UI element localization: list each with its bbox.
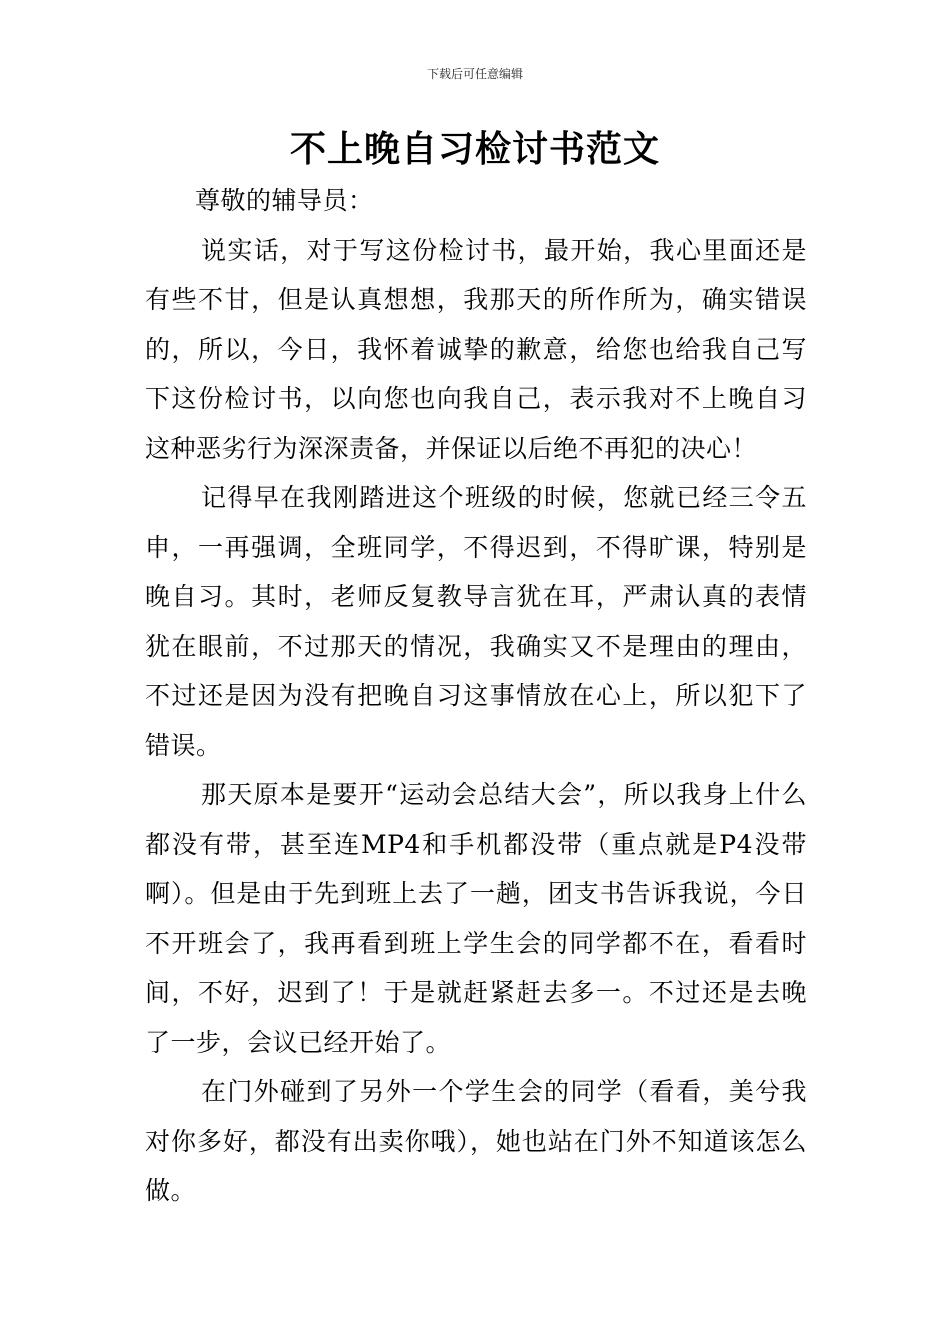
paragraph-4: 在门外碰到了另外一个学生会的同学（看看，美兮我对你多好，都没有出卖你哦），她也站在门外不知道该怎么做。 <box>145 1077 807 1205</box>
salutation: 尊敬的辅导员： <box>195 186 374 215</box>
paragraph-1: 说实话，对于写这份检讨书，最开始，我心里面还是有些不甘，但是认真想想，我那天的所作所为，确实错误的，所以，今日，我怀着诚挚的歉意，给您也给我自己写下这份检讨书，以向您也向我自己，表示我对不上晚自习这种恶劣行为深深责备，并保证以后绝不再犯的决心！ <box>145 235 807 463</box>
document-body <box>145 176 807 1216</box>
paragraph-2: 记得早在我刚踏进这个班级的时候，您就已经三令五申，一再强调，全班同学，不得迟到，不得旷课，特别是晚自习。其时，老师反复教导言犹在耳，严肃认真的表情犹在眼前，不过那天的情况，我确实又不是理由的理由，不过还是因为没有把晚自习这事情放在心上，所以犯下了错误。 <box>145 483 807 760</box>
paragraph-3: 那天原本是要开“运动会总结大会”，所以我身上什么都没有带，甚至连MP4和手机都没带（重点就是P4没带啊）。但是由于先到班上去了一趟，团支书告诉我说，今日不开班会了，我再看到班上学生会的同学都不在，看看时间，不好，迟到了！于是就赶紧赶去多一。不过还是去晚了一步，会议已经开始了。 <box>145 780 807 1057</box>
header-note: 下载后可任意编辑 <box>426 67 523 81</box>
document-title: 不上晚自习检讨书范文 <box>289 129 660 170</box>
